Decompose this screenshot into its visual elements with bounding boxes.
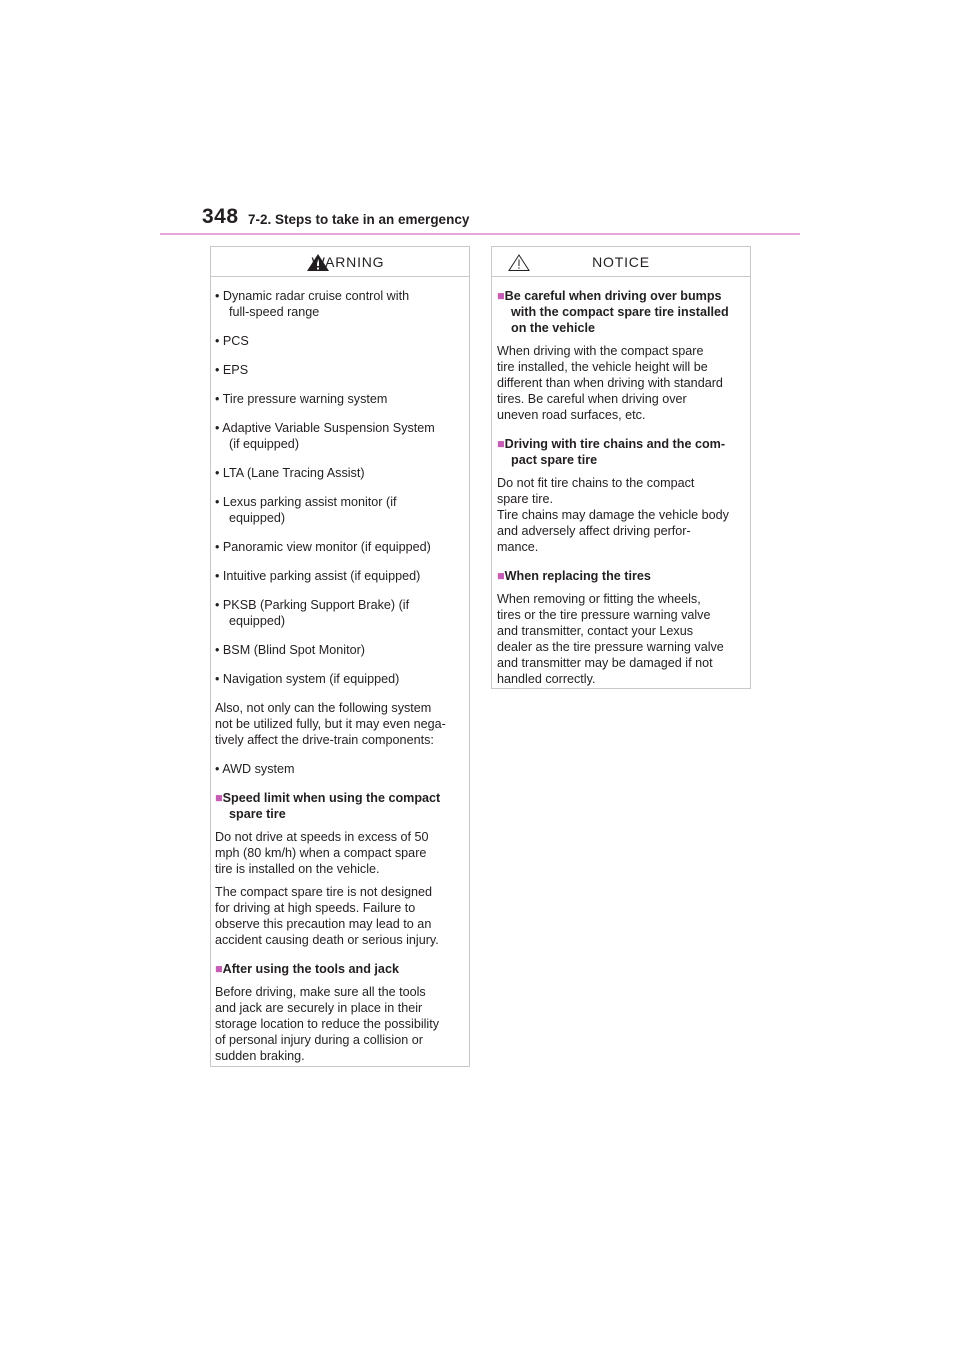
subheading-tire-chains bbox=[497, 436, 725, 452]
bullet-item-continued: equipped) bbox=[229, 614, 286, 628]
warning-title: WARNING bbox=[311, 254, 385, 270]
paragraph-line: Tire chains may damage the vehicle body bbox=[497, 508, 729, 522]
notice-title: NOTICE bbox=[592, 254, 650, 270]
bullet-item: • Panoramic view monitor (if equipped) bbox=[215, 540, 431, 554]
paragraph-line: Do not drive at speeds in excess of 50 bbox=[215, 830, 429, 844]
square-bullet-icon: ■ bbox=[497, 569, 505, 583]
bullet-item: • PCS bbox=[215, 334, 249, 348]
bullet-item: • Navigation system (if equipped) bbox=[215, 672, 400, 686]
subheading-continued: on the vehicle bbox=[511, 321, 595, 335]
bullet-item-continued: full-speed range bbox=[229, 305, 320, 319]
paragraph-line: different than when driving with standard bbox=[497, 376, 723, 390]
paragraph-line: observe this precaution may lead to an bbox=[215, 917, 432, 931]
paragraph-line: The compact spare tire is not designed bbox=[215, 885, 433, 899]
bullet-item: • Dynamic radar cruise control with bbox=[215, 289, 410, 303]
bullet-item: • BSM (Blind Spot Monitor) bbox=[215, 643, 365, 657]
subheading-continued: with the compact spare tire installed bbox=[511, 305, 729, 319]
paragraph-line: and transmitter, contact your Lexus bbox=[497, 624, 694, 638]
paragraph-line: and adversely affect driving perfor- bbox=[497, 524, 691, 538]
subheading-text: Be careful when driving over bumps bbox=[504, 289, 722, 303]
subheading-continued: spare tire bbox=[229, 807, 286, 821]
bullet-item-continued: (if equipped) bbox=[229, 437, 300, 451]
page-number: 348 bbox=[202, 205, 239, 228]
notice-box bbox=[491, 246, 751, 689]
paragraph-line: mph (80 km/h) when a compact spare bbox=[215, 846, 427, 860]
paragraph-line: handled correctly. bbox=[497, 672, 596, 686]
warning-box bbox=[210, 246, 470, 1067]
subheading-text: Driving with tire chains and the com- bbox=[504, 437, 726, 451]
paragraph-line: Before driving, make sure all the tools bbox=[215, 985, 426, 999]
square-bullet-icon: ■ bbox=[497, 289, 505, 303]
bullet-item: • AWD system bbox=[215, 762, 295, 776]
bullet-item: • LTA (Lane Tracing Assist) bbox=[215, 466, 365, 480]
subheading-text: Speed limit when using the compact bbox=[222, 791, 441, 805]
warning-header bbox=[211, 247, 469, 277]
subheading-continued: pact spare tire bbox=[511, 453, 598, 467]
header-divider bbox=[160, 233, 800, 235]
paragraph-line: and transmitter may be damaged if not bbox=[497, 656, 713, 670]
subheading-tools-jack bbox=[215, 961, 399, 977]
notice-header bbox=[492, 247, 750, 277]
bullet-item: • Lexus parking assist monitor (if bbox=[215, 495, 397, 509]
paragraph-line: storage location to reduce the possibility bbox=[215, 1017, 440, 1031]
subheading-bumps bbox=[497, 288, 722, 304]
paragraph-line: tire is installed on the vehicle. bbox=[215, 862, 380, 876]
paragraph-line: uneven road surfaces, etc. bbox=[497, 408, 646, 422]
bullet-item: • Tire pressure warning system bbox=[215, 392, 388, 406]
paragraph-line: Also, not only can the following system bbox=[215, 701, 432, 715]
paragraph-line: mance. bbox=[497, 540, 539, 554]
paragraph-line: and jack are securely in place in their bbox=[215, 1001, 423, 1015]
bullet-item: • Adaptive Variable Suspension System bbox=[215, 421, 435, 435]
square-bullet-icon: ■ bbox=[497, 437, 505, 451]
subheading-text: After using the tools and jack bbox=[222, 962, 399, 976]
subheading-replacing-tires bbox=[497, 568, 651, 584]
paragraph-line: dealer as the tire pressure warning valve bbox=[497, 640, 724, 654]
square-bullet-icon: ■ bbox=[215, 791, 223, 805]
square-bullet-icon: ■ bbox=[215, 962, 223, 976]
bullet-item: • Intuitive parking assist (if equipped) bbox=[215, 569, 421, 583]
paragraph-line: sudden braking. bbox=[215, 1049, 305, 1063]
bullet-item-continued: equipped) bbox=[229, 511, 286, 525]
paragraph-line: accident causing death or serious injury. bbox=[215, 933, 439, 947]
paragraph-line: of personal injury during a collision or bbox=[215, 1033, 423, 1047]
subheading-text: When replacing the tires bbox=[504, 569, 651, 583]
paragraph-line: tively affect the drive-train components: bbox=[215, 733, 434, 747]
paragraph-line: tires. Be careful when driving over bbox=[497, 392, 687, 406]
paragraph-line: tires or the tire pressure warning valve bbox=[497, 608, 711, 622]
section-title: 7-2. Steps to take in an emergency bbox=[248, 212, 470, 227]
subheading-speed-limit bbox=[215, 790, 440, 806]
bullet-item: • EPS bbox=[215, 363, 249, 377]
paragraph-line: for driving at high speeds. Failure to bbox=[215, 901, 416, 915]
page-header bbox=[160, 204, 800, 236]
paragraph-line: spare tire. bbox=[497, 492, 553, 506]
bullet-item: • PKSB (Parking Support Brake) (if bbox=[215, 598, 410, 612]
paragraph-line: tire installed, the vehicle height will be bbox=[497, 360, 708, 374]
paragraph-line: When removing or fitting the wheels, bbox=[497, 592, 701, 606]
paragraph-line: When driving with the compact spare bbox=[497, 344, 704, 358]
paragraph-line: Do not fit tire chains to the compact bbox=[497, 476, 695, 490]
paragraph-line: not be utilized fully, but it may even nega- bbox=[215, 717, 446, 731]
